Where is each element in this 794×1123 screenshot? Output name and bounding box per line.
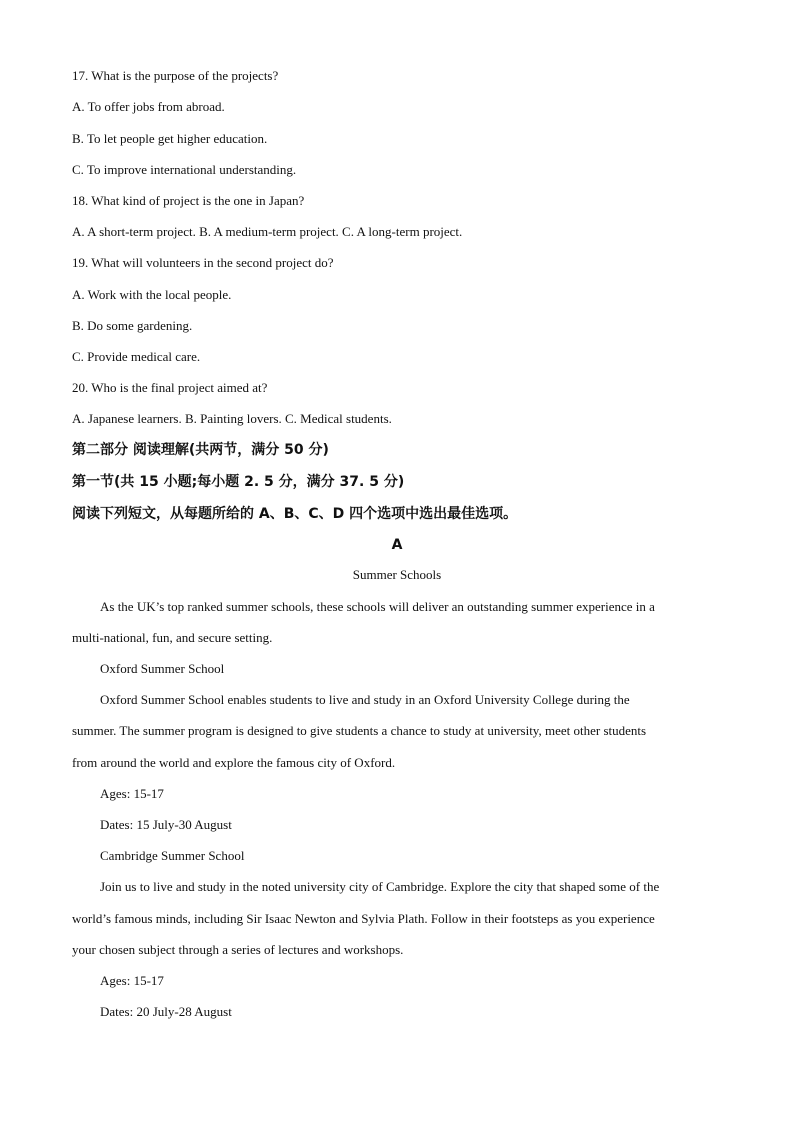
oxford-desc-line-2: summer. The summer program is designed to give students a chance to study at university, meet other students: [72, 723, 647, 738]
oxford-school-name: Oxford Summer School: [100, 661, 225, 676]
cambridge-ages: Ages: 15-17: [100, 973, 164, 988]
question-20-options: A. Japanese learners. B. Painting lovers. C. Medical students.: [72, 411, 392, 426]
oxford-ages: Ages: 15-17: [100, 786, 164, 801]
question-17-option-b: B. To let people get higher education.: [72, 131, 268, 146]
oxford-desc-line-1: Oxford Summer School enables students to live and study in an Oxford University College during the: [100, 692, 630, 707]
passage-letter: A: [391, 537, 403, 553]
passage-title: Summer Schools: [352, 567, 442, 582]
question-18-options: A. A short-term project. B. A medium-term project. C. A long-term project.: [72, 224, 463, 239]
question-19-option-b: B. Do some gardening.: [72, 318, 193, 333]
cambridge-dates: Dates: 20 July-28 August: [100, 1004, 232, 1019]
cambridge-desc-line-2: world’s famous minds, including Sir Isaac Newton and Sylvia Plath. Follow in their footsteps as you experience: [72, 911, 655, 926]
oxford-dates: Dates: 15 July-30 August: [100, 817, 232, 832]
passage-intro-line-1: As the UK’s top ranked summer schools, these schools will deliver an outstanding summer experience in a: [100, 599, 655, 614]
reading-instruction: 阅读下列短文，从每题所给的 A、B、C、D 四个选项中选出最佳选项。: [72, 506, 518, 522]
cambridge-school-name: Cambridge Summer School: [100, 848, 245, 863]
question-19-option-a: A. Work with the local people.: [72, 287, 232, 302]
question-19-option-c: C. Provide medical care.: [72, 349, 201, 364]
question-20-stem: 20. Who is the final project aimed at?: [72, 380, 268, 395]
question-18-stem: 18. What kind of project is the one in Japan?: [72, 193, 305, 208]
part-heading: 第二部分 阅读理解(共两节，满分 50 分): [72, 442, 329, 458]
cambridge-desc-line-1: Join us to live and study in the noted university city of Cambridge. Explore the city that shaped some of the: [100, 879, 660, 894]
oxford-desc-line-3: from around the world and explore the famous city of Oxford.: [72, 755, 396, 770]
question-17-stem: 17. What is the purpose of the projects?: [72, 68, 279, 83]
question-17-option-c: C. To improve international understanding.: [72, 162, 297, 177]
question-17-option-a: A. To offer jobs from abroad.: [72, 99, 225, 114]
passage-intro-line-2: multi-national, fun, and secure setting.: [72, 630, 273, 645]
subsection-heading: 第一节(共 15 小题;每小题 2. 5 分，满分 37. 5 分): [72, 474, 405, 490]
cambridge-desc-line-3: your chosen subject through a series of lectures and workshops.: [72, 942, 404, 957]
question-19-stem: 19. What will volunteers in the second project do?: [72, 255, 334, 270]
